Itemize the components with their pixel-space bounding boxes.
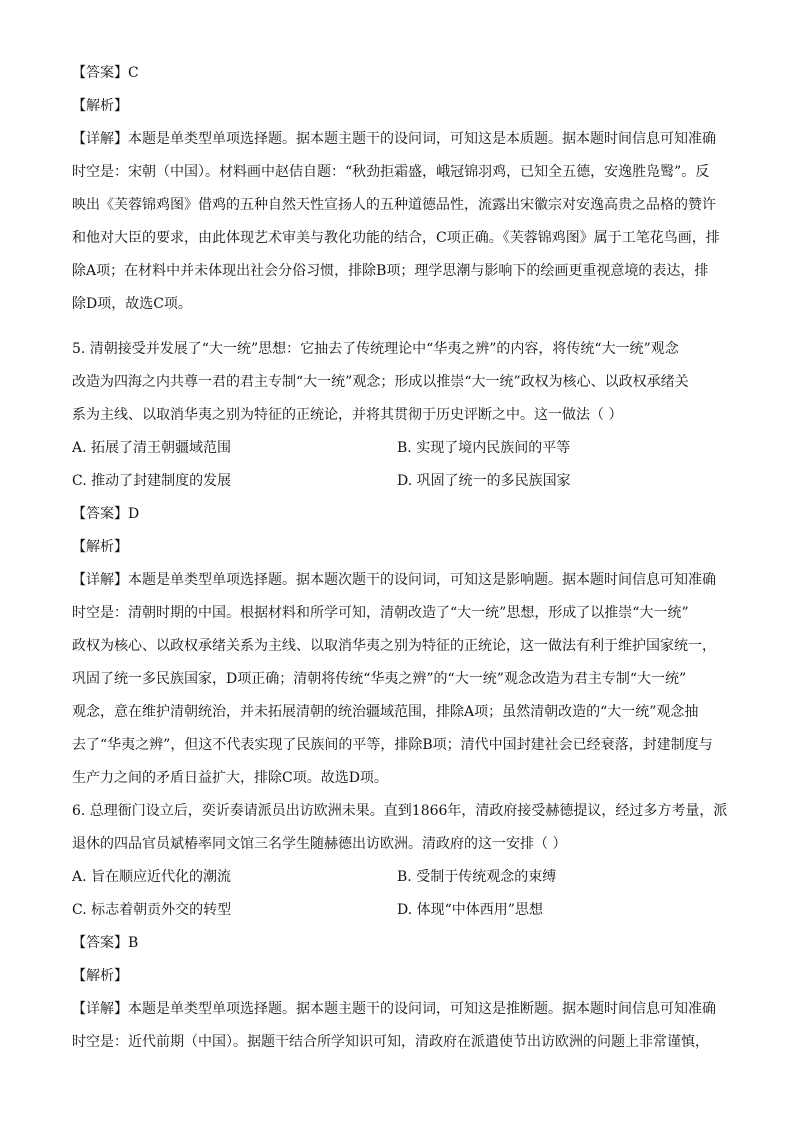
q4-detail-line: 和他对大臣的要求，由此体现艺术审美与教化功能的结合，C项正确。《芙蓉锦鸡图》属于工笔花鸟画，排 — [72, 230, 720, 246]
q6-stem-line: 退休的四品官员斌椿率同文馆三名学生随赫德出访欧洲。清政府的这一安排（ ） — [72, 836, 567, 852]
q5-stem-line: 系为主线、以取消华夷之别为特征的正统论，并将其贯彻于历史评断之中。这一做法（ ） — [72, 407, 623, 423]
q5-detail-line: 观念，意在维护清朝统治，并未拓展清朝的统治疆域范围，排除A项；虽然清朝改造的“大一统”观念抽 — [72, 704, 699, 720]
q6-options-row — [72, 866, 724, 888]
q5-stem-line: 改造为四海之内共尊一君的君主专制“大一统”观念；形成以推崇“大一统”政权为核心、以政权承绪关 — [72, 374, 689, 390]
document-content — [72, 62, 728, 1064]
q4-detail-line: 【详解】本题是单类型单项选择题。据本题主题干的设问词，可知这是本质题。据本题时间信息可知准确 — [72, 131, 716, 147]
q5-option-d: D. 巩固了统一的多民族国家 — [397, 473, 571, 489]
q5-options-row — [72, 437, 724, 459]
q5-detail-line: 时空是：清朝时期的中国。根据材料和所学可知，清朝改造了“大一统”思想，形成了以推崇“大一统” — [72, 605, 689, 621]
q5-detail-line: 【详解】本题是单类型单项选择题。据本题次题干的设问词，可知这是影响题。据本题时间信息可知准确 — [72, 572, 716, 588]
q6-option-d: D. 体现“中体西用”思想 — [397, 902, 543, 918]
q4-detail-line: 映出《芙蓉锦鸡图》借鸡的五种自然天性宣扬人的五种道德品性，流露出宋徽宗对安逸高贵之品格的赞许 — [72, 197, 716, 213]
q6-option-b: B. 受制于传统观念的束缚 — [397, 869, 557, 885]
q6-detail-line: 【详解】本题是单类型单项选择题。据本题主题干的设问词，可知这是推断题。据本题时间信息可知准确 — [72, 1001, 716, 1017]
q4-detail-line: 除A项；在材料中并未体现出社会分俗习惯，排除B项；理学思潮与影响下的绘画更重视意境的表达，排 — [72, 263, 709, 279]
q6-stem-line: 6. 总理衙门设立后，奕䜣奏请派员出访欧洲未果。直到1866年，清政府接受赫德提议，经过多方考量，派 — [72, 803, 728, 819]
q4-detail-line: 除D项，故选C项。 — [72, 296, 192, 312]
q5-stem-line: 5. 清朝接受并发展了“大一统”思想：它抽去了传统理论中“华夷之辨”的内容，将传统“大一统”观念 — [72, 341, 679, 357]
q5-detail-line: 巩固了统一多民族国家，D项正确；清朝将传统“华夷之辨”的“大一统”观念改造为君主专制“大一统” — [72, 671, 687, 687]
q6-analysis-heading: 【解析】 — [72, 968, 128, 984]
q5-detail-line: 去了“华夷之辨”，但这不代表实现了民族间的平等，排除B项；清代中国封建社会已经衰落，封建制度与 — [72, 737, 713, 753]
q5-option-c: C. 推动了封建制度的发展 — [72, 473, 232, 489]
q5-answer: 【答案】D — [72, 506, 140, 522]
q4-analysis-heading: 【解析】 — [72, 98, 128, 114]
q6-option-a: A. 旨在顺应近代化的潮流 — [72, 869, 232, 885]
q5-detail-line: 生产力之间的矛盾日益扩大，排除C项。故选D项。 — [72, 770, 388, 786]
q6-options-row — [72, 899, 724, 921]
q6-option-c: C. 标志着朝贡外交的转型 — [72, 902, 232, 918]
q4-detail-line: 时空是：宋朝（中国）。材料画中赵佶自题：“秋劲拒霜盛，峨冠锦羽鸡，已知全五德，安逸胜凫鹥”。反 — [72, 164, 710, 180]
q5-options-row — [72, 470, 724, 492]
q5-analysis-heading: 【解析】 — [72, 539, 128, 555]
q6-detail-line: 时空是：近代前期（中国）。据题干结合所学知识可知，清政府在派遣使节出访欧洲的问题上非常谨慎， — [72, 1034, 709, 1050]
q5-detail-line: 政权为核心、以政权承绪关系为主线、以取消华夷之别为特征的正统论，这一做法有利于维护国家统一， — [72, 638, 716, 654]
q4-answer: 【答案】C — [72, 65, 139, 81]
q6-answer: 【答案】B — [72, 935, 139, 951]
q5-option-a: A. 拓展了清王朝疆域范围 — [72, 440, 232, 456]
q5-option-b: B. 实现了境内民族间的平等 — [397, 440, 571, 456]
